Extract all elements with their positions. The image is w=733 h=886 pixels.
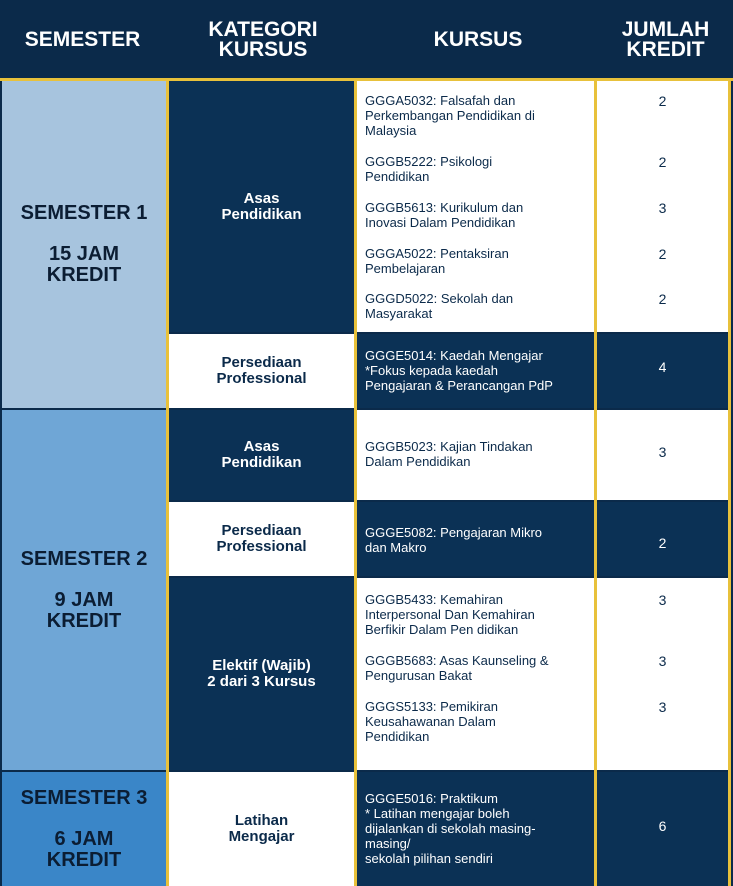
semester-3-credit-line1: 6 JAM bbox=[54, 827, 114, 850]
course-text-line: dan Makro bbox=[365, 540, 427, 555]
credit-value: 3 bbox=[658, 444, 667, 460]
course-text-line: dijalankan di sekolah masing- bbox=[365, 821, 536, 836]
course-gggb5222 bbox=[357, 154, 594, 184]
category-line2: Professional bbox=[216, 370, 307, 387]
credit-value: 2 bbox=[658, 93, 667, 109]
semester-3-name: SEMESTER 3 bbox=[20, 786, 148, 809]
course-text-line: masing/ bbox=[365, 836, 411, 851]
course-ggge5014 bbox=[357, 348, 594, 393]
category-asas-pendidikan-1 bbox=[169, 81, 354, 332]
credit-values bbox=[597, 0, 728, 886]
credit-value: 2 bbox=[658, 154, 667, 170]
course-text-line: GGGS5133: Pemikiran bbox=[365, 699, 498, 714]
course-gggb5433 bbox=[357, 592, 594, 637]
category-line2: Pendidikan bbox=[221, 205, 302, 223]
course-gggb5613 bbox=[357, 200, 594, 230]
category-line1: Persediaan bbox=[221, 522, 302, 539]
credit-value: 4 bbox=[658, 359, 667, 375]
header-jumlah-line1: JUMLAH bbox=[621, 18, 710, 41]
course-text-line: Inovasi Dalam Pendidikan bbox=[365, 215, 516, 230]
course-ggge5016 bbox=[357, 791, 594, 866]
category-line1: Elektif (Wajib) bbox=[212, 657, 311, 674]
category-line2: 2 dari 3 Kursus bbox=[207, 673, 316, 690]
category-persediaan-professional-2 bbox=[169, 502, 354, 576]
course-gggs5133 bbox=[357, 699, 594, 744]
course-text-line: GGGB5023: Kajian Tindakan bbox=[365, 439, 533, 454]
course-text-line: Pendidikan bbox=[365, 729, 430, 744]
course-text-line: GGGE5016: Praktikum bbox=[365, 791, 498, 806]
semester-2-name: SEMESTER 2 bbox=[20, 547, 148, 570]
course-text-line: Masyarakat bbox=[365, 306, 433, 321]
category-latihan-mengajar bbox=[169, 772, 354, 886]
course-text-line: Pembelajaran bbox=[365, 261, 446, 276]
course-text-line: GGGB5222: Psikologi bbox=[365, 154, 493, 169]
course-gggb5683 bbox=[357, 653, 594, 683]
credit-value: 3 bbox=[658, 699, 667, 715]
course-text-line: GGGA5022: Pentaksiran bbox=[365, 246, 509, 261]
header-kategori bbox=[168, 0, 358, 80]
course-gggb5023 bbox=[357, 439, 594, 469]
course-text-line: Pendidikan bbox=[365, 169, 430, 184]
category-line2: Pendidikan bbox=[221, 454, 302, 471]
course-text-line: GGGB5613: Kurikulum dan bbox=[365, 200, 524, 215]
course-gggа5032 bbox=[357, 93, 594, 138]
course-text-line: Malaysia bbox=[365, 123, 417, 138]
course-text-line: GGGE5014: Kaedah Mengajar bbox=[365, 348, 543, 363]
course-text-line: GGGB5433: Kemahiran bbox=[365, 592, 504, 607]
course-text-line: Berfikir Dalam Pen didikan bbox=[365, 622, 519, 637]
category-elektif-wajib bbox=[169, 578, 354, 770]
course-text-line: GGGE5082: Pengajaran Mikro bbox=[365, 525, 543, 540]
category-line1: Persediaan bbox=[221, 354, 302, 371]
course-ggge5082 bbox=[357, 525, 594, 555]
semester-2-credit-line1: 9 JAM bbox=[54, 588, 114, 611]
course-text-line: GGGA5032: Falsafah dan bbox=[365, 93, 516, 108]
course-text-line: * Latihan mengajar boleh bbox=[365, 806, 510, 821]
header-kategori-line2: KURSUS bbox=[218, 38, 308, 61]
course-text-line: GGGD5022: Sekolah dan bbox=[365, 291, 514, 306]
course-text-line: sekolah pilihan sendiri bbox=[365, 851, 493, 866]
category-asas-pendidikan-2 bbox=[169, 410, 354, 500]
header-kursus bbox=[358, 0, 598, 80]
course-text-line: GGGB5683: Asas Kaunseling & bbox=[365, 653, 549, 668]
category-line2: Professional bbox=[216, 538, 307, 555]
header-semester-label: SEMESTER bbox=[24, 28, 141, 51]
category-persediaan-professional-1 bbox=[169, 334, 354, 408]
gold-rule-right bbox=[728, 78, 731, 886]
header-kursus-label: KURSUS bbox=[433, 28, 523, 51]
category-line1: Asas bbox=[243, 438, 280, 455]
course-text-line: *Fokus kepada kaedah bbox=[365, 363, 498, 378]
credit-value: 2 bbox=[658, 246, 667, 262]
credit-value: 6 bbox=[658, 818, 667, 834]
credit-value: 3 bbox=[658, 592, 667, 608]
semester-1-name: SEMESTER 1 bbox=[20, 202, 148, 224]
category-line1: Asas bbox=[243, 189, 280, 207]
credit-value: 2 bbox=[658, 291, 667, 307]
category-line2: Mengajar bbox=[228, 828, 295, 845]
header-semester bbox=[0, 0, 165, 80]
credit-value: 3 bbox=[658, 653, 667, 669]
semester-2-cell bbox=[2, 410, 166, 770]
course-text-line: Keusahawanan Dalam bbox=[365, 714, 496, 729]
header-kategori-line1: KATEGORI bbox=[208, 18, 318, 41]
course-text-line: Pengajaran & Perancangan PdP bbox=[365, 378, 553, 393]
course-text-line: Pengurusan Bakat bbox=[365, 668, 472, 683]
semester-1-cell bbox=[2, 81, 166, 408]
course-text-line: Interpersonal Dan Kemahiran bbox=[365, 607, 535, 622]
header-jumlah-line2: KREDIT bbox=[626, 38, 705, 61]
semester-1-credit-line2: KREDIT bbox=[46, 264, 122, 286]
course-text-line: Dalam Pendidikan bbox=[365, 454, 471, 469]
semester-1-credit-line1: 15 JAM bbox=[48, 243, 120, 265]
category-line1: Latihan bbox=[234, 812, 289, 829]
credit-value: 3 bbox=[658, 200, 667, 216]
course-text-line: Perkembangan Pendidikan di bbox=[365, 108, 535, 123]
credit-value: 2 bbox=[658, 535, 667, 551]
semester-3-cell bbox=[2, 772, 166, 886]
semester-2-credit-line2: KREDIT bbox=[46, 609, 122, 632]
course-gggd5022 bbox=[357, 291, 594, 321]
semester-3-credit-line2: KREDIT bbox=[46, 848, 122, 871]
course-ggga5022 bbox=[357, 246, 594, 276]
